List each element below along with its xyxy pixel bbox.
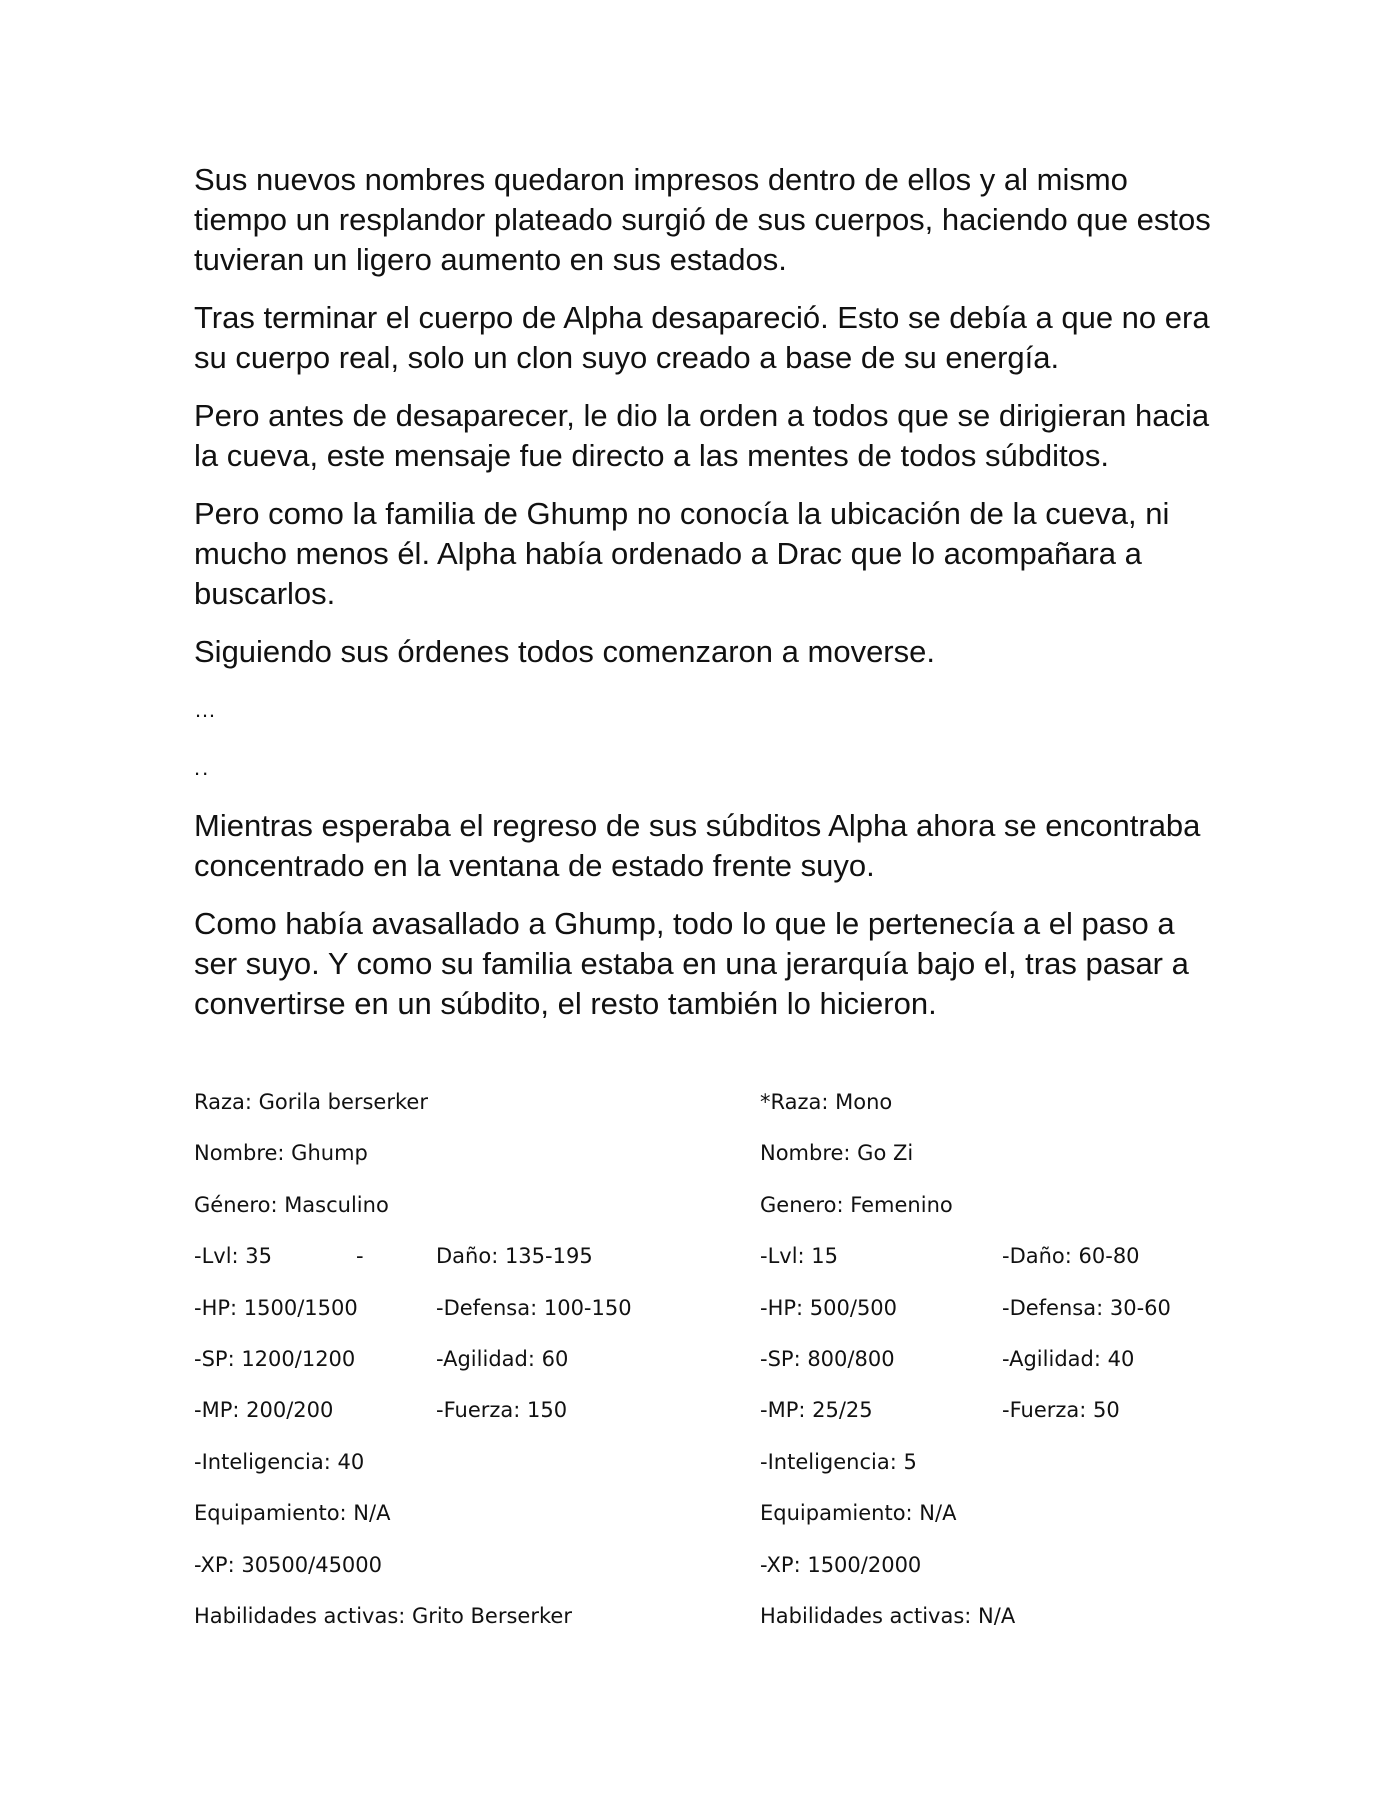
stat-row <box>194 1334 754 1385</box>
status-window-ghump <box>194 1077 754 1642</box>
stat-nombre: Nombre: Ghump <box>194 1141 368 1166</box>
stat-row <box>760 1231 1260 1282</box>
stat-hp: -HP: 500/500 <box>760 1295 898 1320</box>
stat-defensa: -Defensa: 100-150 <box>436 1295 632 1320</box>
stat-row <box>194 1385 754 1436</box>
stat-equipamiento: Equipamiento: N/A <box>194 1501 391 1526</box>
paragraph: Sus nuevos nombres quedaron impresos dentro de ellos y al mismo tiempo un resplandor plateado surgió de sus cuerpos, haciendo que estos tuvieran un ligero aumento en sus estados. <box>194 162 1211 277</box>
stat-agilidad: -Agilidad: 60 <box>436 1346 569 1371</box>
stat-row <box>760 1283 1260 1334</box>
stat-fuerza: -Fuerza: 50 <box>1002 1398 1120 1423</box>
stat-row <box>194 1180 754 1231</box>
stat-row <box>194 1231 754 1282</box>
stat-genero: Género: Masculino <box>194 1192 389 1217</box>
stat-lvl: -Lvl: 15 <box>760 1244 839 1269</box>
stat-defensa: -Defensa: 30-60 <box>1002 1295 1171 1320</box>
stat-inteligencia: -Inteligencia: 40 <box>194 1449 365 1474</box>
stat-mp: -MP: 200/200 <box>194 1398 334 1423</box>
stat-agilidad: -Agilidad: 40 <box>1002 1346 1135 1371</box>
scene-break: … <box>194 697 218 722</box>
stat-sp: -SP: 800/800 <box>760 1346 895 1371</box>
stat-inteligencia: -Inteligencia: 5 <box>760 1449 917 1474</box>
stat-xp: -XP: 30500/45000 <box>194 1552 383 1577</box>
stat-row <box>760 1077 1260 1128</box>
paragraph: Como había avasallado a Ghump, todo lo que le pertenecía a el paso a ser suyo. Y como su familia estaba en una jerarquía bajo el, tras pasar a convertirse en un súbdito, el resto también lo hicieron. <box>194 906 1189 1021</box>
stat-nombre: Nombre: Go Zi <box>760 1141 914 1166</box>
stat-lvl: -Lvl: 35 <box>194 1244 273 1269</box>
paragraph: Siguiendo sus órdenes todos comenzaron a moverse. <box>194 634 935 669</box>
stat-row <box>194 1437 754 1488</box>
status-window-gozi <box>760 1077 1260 1642</box>
stat-raza: Raza: Gorila berserker <box>194 1090 428 1114</box>
stat-row <box>760 1488 1260 1539</box>
stat-row <box>760 1128 1260 1179</box>
stat-sp: -SP: 1200/1200 <box>194 1346 356 1371</box>
stat-row <box>760 1385 1260 1436</box>
stat-dano: -Daño: 60-80 <box>1002 1244 1140 1269</box>
stat-row <box>194 1540 754 1591</box>
stat-row <box>760 1591 1260 1642</box>
paragraph: Pero antes de desaparecer, le dio la orden a todos que se dirigieran hacia la cueva, este mensaje fue directo a las mentes de todos súbditos. <box>194 398 1210 473</box>
stat-row <box>194 1077 754 1128</box>
stat-equipamiento: Equipamiento: N/A <box>760 1501 957 1526</box>
stat-genero: Genero: Femenino <box>760 1192 953 1217</box>
paragraph: Pero como la familia de Ghump no conocía la ubicación de la cueva, ni mucho menos él. Alpha había ordenado a Drac que lo acompañara a buscarlos. <box>194 496 1170 611</box>
stat-habilidades: Habilidades activas: N/A <box>760 1603 1016 1628</box>
scene-break: .. <box>194 755 211 780</box>
stat-row <box>760 1540 1260 1591</box>
stat-row <box>760 1180 1260 1231</box>
stat-row <box>194 1283 754 1334</box>
stat-row <box>194 1128 754 1179</box>
story-text <box>194 160 1224 1042</box>
paragraph: Tras terminar el cuerpo de Alpha desapareció. Esto se debía a que no era su cuerpo real, solo un clon suyo creado a base de su energía. <box>194 300 1210 375</box>
stat-separator: - <box>356 1244 364 1269</box>
stat-habilidades: Habilidades activas: Grito Berserker <box>194 1603 572 1628</box>
stat-fuerza: -Fuerza: 150 <box>436 1398 568 1423</box>
stat-dano: Daño: 135-195 <box>436 1244 593 1269</box>
stat-raza: *Raza: Mono <box>760 1090 893 1114</box>
stat-xp: -XP: 1500/2000 <box>760 1552 922 1577</box>
stat-mp: -MP: 25/25 <box>760 1398 873 1423</box>
stat-row <box>194 1591 754 1642</box>
stat-hp: -HP: 1500/1500 <box>194 1295 358 1320</box>
paragraph: Mientras esperaba el regreso de sus súbditos Alpha ahora se encontraba concentrado en la ventana de estado frente suyo. <box>194 808 1201 883</box>
stat-row <box>760 1437 1260 1488</box>
stat-row <box>194 1488 754 1539</box>
stat-row <box>760 1334 1260 1385</box>
